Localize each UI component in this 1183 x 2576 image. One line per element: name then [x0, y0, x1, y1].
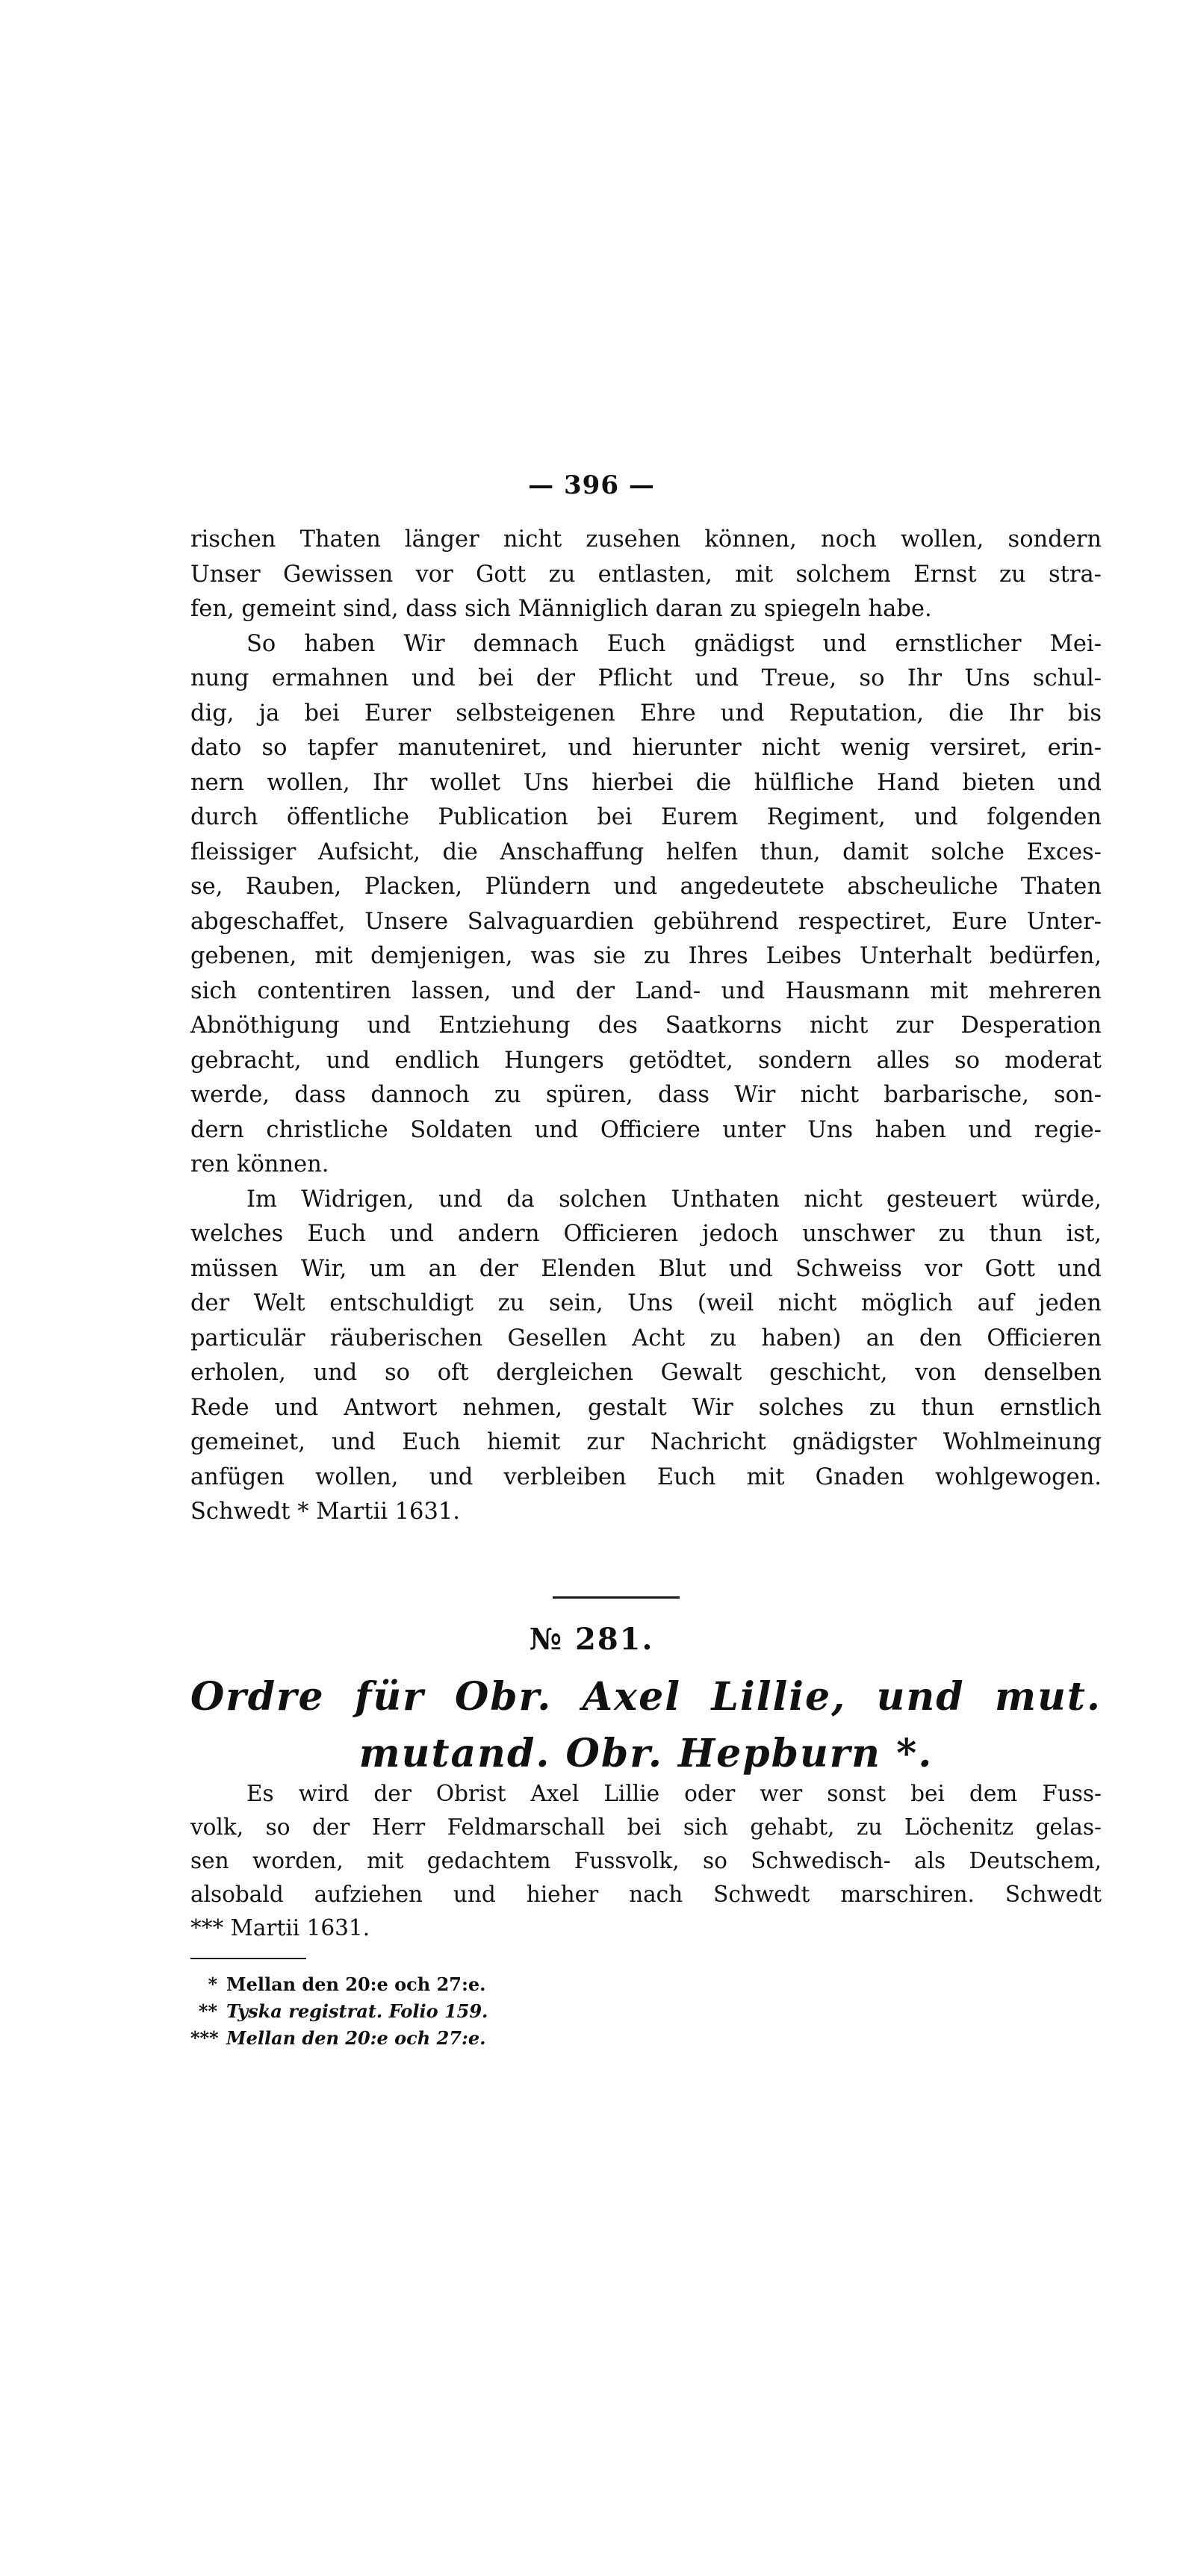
body-line: particulär räuberischen Gesellen Acht zu haben) an den Officieren: [190, 1325, 1102, 1351]
footnote: [190, 1971, 488, 1998]
body-line: Unser Gewissen vor Gott zu entlasten, mit solchem Ernst zu stra-: [190, 561, 1102, 588]
body-line: welches Euch und andern Officieren jedoch unschwer zu thun ist,: [190, 1221, 1102, 1247]
body-line: Im Widrigen, und da solchen Unthaten nicht gesteuert würde,: [246, 1186, 1102, 1213]
order-body: [190, 1777, 1102, 1945]
footnote-mark: **: [198, 2000, 217, 2022]
body-line: erholen, und so oft dergleichen Gewalt geschicht, von denselben: [190, 1360, 1102, 1386]
body-line: se, Rauben, Placken, Plündern und angedeutete abscheuliche Thaten: [190, 874, 1102, 900]
order-line: Es wird der Obrist Axel Lillie oder wer sonst bei dem Fuss-: [246, 1781, 1102, 1806]
order-heading-line: Ordre für Obr. Axel Lillie, und mut.: [190, 1674, 1102, 1720]
footnote-mark: ***: [190, 2027, 219, 2049]
body-line: müssen Wir, um an der Elenden Blut und Schweiss vor Gott und: [190, 1255, 1102, 1282]
body-line: Schwedt * Martii 1631.: [190, 1499, 460, 1525]
body-line: fleissiger Aufsicht, die Anschaffung helfen thun, damit solche Exces-: [190, 839, 1102, 865]
letter-body: [190, 523, 1102, 1530]
body-line: So haben Wir demnach Euch gnädigst und ernstlicher Mei-: [246, 630, 1102, 657]
order-heading: [190, 1669, 1102, 1782]
body-line: gebenen, mit demjenigen, was sie zu Ihres Leibes Unterhalt bedürfen,: [190, 943, 1102, 969]
body-line: durch öffentliche Publication bei Eurem Regiment, und folgenden: [190, 804, 1102, 830]
order-line: alsobald aufziehen und hieher nach Schwedt marschiren. Schwedt: [190, 1882, 1102, 1907]
body-line: werde, dass dannoch zu spüren, dass Wir nicht barbarische, son-: [190, 1082, 1102, 1108]
order-line: *** Martii 1631.: [190, 1915, 370, 1941]
order-line: sen worden, mit gedachtem Fussvolk, so Schwedisch- als Deutschem,: [190, 1848, 1102, 1873]
footnote-divider: [190, 1958, 306, 1959]
body-line: dig, ja bei Eurer selbsteigenen Ehre und Reputation, die Ihr bis: [190, 700, 1102, 727]
body-line: fen, gemeint sind, dass sich Männiglich daran zu spiegeln habe.: [190, 596, 932, 622]
body-line: gemeinet, und Euch hiemit zur Nachricht gnädigster Wohlmeinung: [190, 1429, 1102, 1455]
body-line: sich contentiren lassen, und der Land- und Hausmann mit mehreren: [190, 977, 1102, 1004]
footnote-mark: *: [208, 1973, 217, 1995]
order-line: volk, so der Herr Feldmarschall bei sich gehabt, zu Löchenitz gelas-: [190, 1814, 1102, 1840]
body-line: Abnöthigung und Entziehung des Saatkorns nicht zur Desperation: [190, 1012, 1102, 1039]
order-heading-line: mutand. Obr. Hepburn *.: [358, 1731, 934, 1776]
footnote: [190, 2025, 488, 2052]
body-line: nern wollen, Ihr wollet Uns hierbei die hülfliche Hand bieten und: [190, 769, 1102, 796]
page-number: — 396 —: [528, 470, 655, 500]
body-line: rischen Thaten länger nicht zusehen können, noch wollen, sondern: [190, 526, 1102, 553]
body-line: nung ermahnen und bei der Pflicht und Treue, so Ihr Uns schul-: [190, 665, 1102, 691]
footnote-text: Mellan den 20:e och 27:e.: [226, 2027, 486, 2049]
section-divider: [553, 1596, 680, 1599]
body-line: dern christliche Soldaten und Officiere unter Uns haben und regie-: [190, 1116, 1102, 1143]
body-line: abgeschaffet, Unsere Salvaguardien gebührend respectiret, Eure Unter-: [190, 908, 1102, 935]
document-number: № 281.: [529, 1622, 654, 1657]
footnote-text: Mellan den 20:e och 27:e.: [226, 1973, 486, 1995]
body-line: ren können.: [190, 1151, 329, 1177]
footnote-text: Tyska registrat. Folio 159.: [226, 2000, 488, 2022]
body-line: der Welt entschuldigt zu sein, Uns (weil nicht möglich auf jeden: [190, 1290, 1102, 1316]
footnotes: [190, 1971, 488, 2052]
body-line: dato so tapfer manuteniret, und hierunter nicht wenig versiret, erin-: [190, 735, 1102, 761]
body-line: anfügen wollen, und verbleiben Euch mit Gnaden wohlgewogen.: [190, 1463, 1102, 1490]
footnote: [190, 1998, 488, 2025]
body-line: Rede und Antwort nehmen, gestalt Wir solches zu thun ernstlich: [190, 1394, 1102, 1421]
body-line: gebracht, und endlich Hungers getödtet, sondern alles so moderat: [190, 1047, 1102, 1074]
